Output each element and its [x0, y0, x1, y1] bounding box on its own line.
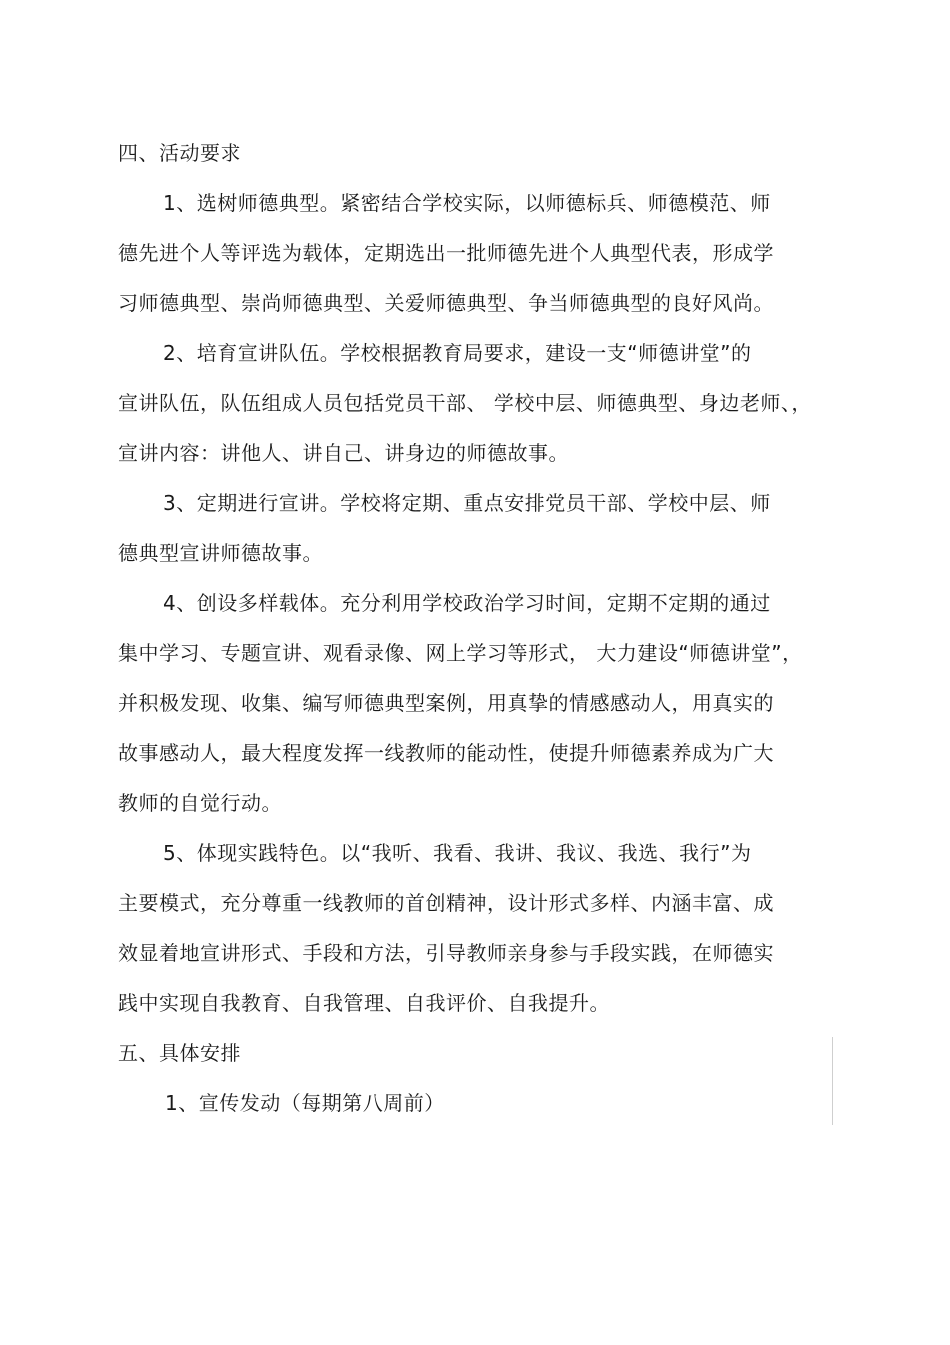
vertical-divider	[832, 1037, 833, 1125]
paragraph-5-line-3: 效显着地宣讲形式、手段和方法，引导教师亲身参与手段实践，在师德实	[118, 941, 774, 965]
paragraph-5-line-1: 5、体现实践特色。以“我听、我看、我讲、我议、我选、我行”为	[163, 841, 752, 865]
schedule-item-1: 1、宣传发动（每期第八周前）	[165, 1091, 445, 1115]
paragraph-2-line-2: 宣讲队伍，队伍组成人员包括党员干部、 学校中层、师德典型、身边老师、，	[118, 391, 812, 415]
paragraph-4-line-4: 故事感动人，最大程度发挥一线教师的能动性，使提升师德素养成为广大	[118, 741, 774, 765]
paragraph-2-line-1: 2、培育宣讲队伍。学校根据教育局要求，建设一支“师德讲堂”的	[163, 341, 752, 365]
paragraph-3-line-1: 3、定期进行宣讲。学校将定期、重点安排党员干部、学校中层、师	[163, 491, 771, 515]
paragraph-4-line-1: 4、创设多样载体。充分利用学校政治学习时间，定期不定期的通过	[163, 591, 771, 615]
paragraph-1-line-1: 1、选树师德典型。紧密结合学校实际，以师德标兵、师德模范、师	[163, 191, 771, 215]
paragraph-3-line-2: 德典型宣讲师德故事。	[118, 541, 323, 565]
paragraph-4-line-5: 教师的自觉行动。	[118, 791, 282, 815]
paragraph-4-line-2: 集中学习、专题宣讲、观看录像、网上学习等形式， 大力建设“师德讲堂”，	[118, 641, 803, 665]
paragraph-1-line-2: 德先进个人等评选为载体，定期选出一批师德先进个人典型代表，形成学	[118, 241, 774, 265]
paragraph-5-line-4: 践中实现自我教育、自我管理、自我评价、自我提升。	[118, 991, 610, 1015]
section-heading-5: 五、具体安排	[118, 1041, 241, 1065]
section-heading-4: 四、活动要求	[118, 141, 241, 165]
paragraph-2-line-3: 宣讲内容：讲他人、讲自己、讲身边的师德故事。	[118, 441, 569, 465]
paragraph-5-line-2: 主要模式，充分尊重一线教师的首创精神，设计形式多样、内涵丰富、成	[118, 891, 774, 915]
paragraph-1-line-3: 习师德典型、崇尚师德典型、关爱师德典型、争当师德典型的良好风尚。	[118, 291, 774, 315]
paragraph-4-line-3: 并积极发现、收集、编写师德典型案例，用真挚的情感感动人，用真实的	[118, 691, 774, 715]
